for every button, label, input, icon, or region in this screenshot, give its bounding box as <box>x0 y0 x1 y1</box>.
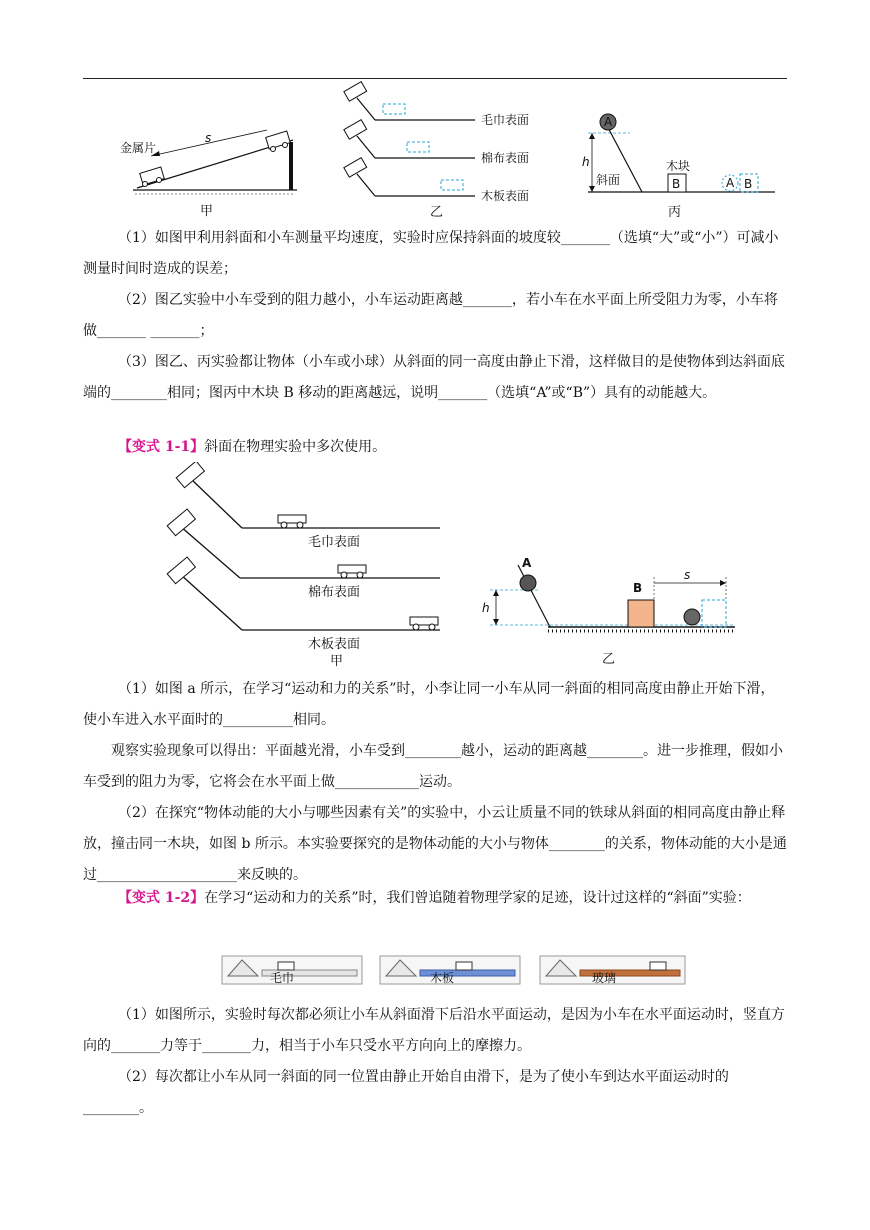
q1-part3: （3）图乙、丙实验都让物体（小车或小球）从斜面的同一高度由静止下滑，这样做目的是使物体到达斜面底端的________相同；图丙中木块 B 移动的距离越远，说明_______（选填“A”或“B”）具有的动能越大。 <box>83 354 785 401</box>
label-v11-B: B <box>633 581 643 595</box>
caption-yi: 乙 <box>430 205 444 220</box>
v12-panel-board <box>380 956 520 985</box>
label-cotton-surface: 棉布表面 <box>481 151 530 165</box>
v12-part1: （1）如图所示，实验时每次都必须让小车从斜面滑下后沿水平面运动，是因为小车在水平面运动时，竖直方向的_______力等于_______力，相当于小车只受水平方向向上的摩擦力。 <box>83 1007 785 1054</box>
label-v11-A: A <box>522 556 532 570</box>
variant-1-2-text: 在学习“运动和力的关系”时，我们曾追随着物理学家的足迹，设计过这样的“斜面”实验： <box>204 890 751 906</box>
figure-v11-yi-ball <box>470 555 745 670</box>
label-wood-block: 木块 <box>666 159 691 173</box>
figure-yi-surfaces <box>335 80 550 220</box>
figure-v11-jia-surfaces <box>160 462 445 670</box>
label-v11-towel: 毛巾表面 <box>308 535 361 550</box>
header-rule <box>83 78 787 79</box>
label-v11-cotton: 棉布表面 <box>308 585 361 600</box>
variant-1-1-text: 斜面在物理实验中多次使用。 <box>204 439 387 455</box>
label-v11-h: h <box>482 601 490 615</box>
surface-row-towel <box>344 82 529 127</box>
label-slope: 斜面 <box>596 173 621 187</box>
caption-v11-jia: 甲 <box>330 654 344 669</box>
v12-part2: （2）每次都让小车从同一斜面的同一位置由静止开始自由滑下，是为了使小车到达水平面运动时的________。 <box>83 1069 729 1116</box>
figure-jia-incline <box>115 120 320 220</box>
label-ball-A2: A <box>726 176 735 190</box>
caption-jia: 甲 <box>200 204 214 219</box>
label-wood-surface: 木板表面 <box>481 189 530 203</box>
label-ball-A: A <box>604 115 613 129</box>
label-v11-wood: 木板表面 <box>308 637 361 652</box>
label-block-B2: B <box>744 177 753 191</box>
label-v11-s: s <box>684 568 691 582</box>
v12-panel-towel <box>222 956 362 985</box>
variant-1-2-intro <box>83 883 787 914</box>
variant-1-1-intro <box>83 432 787 463</box>
q1-part1: （1）如图甲利用斜面和小车测量平均速度，实验时应保持斜面的坡度较_______（选填“大”或“小”）可减小测量时间时造成的误差； <box>83 230 779 277</box>
figure-bing-ball <box>570 108 785 220</box>
label-towel-surface: 毛巾表面 <box>481 113 530 127</box>
label-s: s <box>205 131 212 145</box>
v12-label-glass: 玻璃 <box>592 971 617 985</box>
q1-part2: （2）图乙实验中小车受到的阻力越小，小车运动距离越_______，若小车在水平面上所受阻力为零，小车将做_______ _______； <box>83 292 778 339</box>
v11-part2: （2）在探究“物体动能的大小与哪些因素有关”的实验中，小云让质量不同的铁球从斜面的相同高度由静止释放，撞击同一木块，如图 b 所示。本实验要探究的是物体动能的大小与物体________的关系，物体动能的大小是通过____________________来反映的。 <box>83 805 787 883</box>
figure-v12-surfaces <box>220 946 690 990</box>
caption-v11-yi: 乙 <box>602 652 616 667</box>
label-block-B: B <box>672 177 681 191</box>
variant-1-1-tag: 【变式 1-1】 <box>118 439 205 455</box>
v11-part1-cont: 观察实验现象可以得出：平面越光滑，小车受到________越小，运动的距离越________。进一步推理，假如小车受到的阻力为零，它将会在水平面上做____________运动。 <box>83 743 783 790</box>
v12-panel-glass <box>540 956 685 985</box>
label-metal: 金属片 <box>120 141 157 155</box>
v12-label-towel: 毛巾 <box>270 971 295 985</box>
variant-1-2-tag: 【变式 1-2】 <box>118 890 205 906</box>
v12-label-board: 木板 <box>430 971 455 985</box>
v11-part1: （1）如图 a 所示，在学习“运动和力的关系”时，小李让同一小车从同一斜面的相同高度由静止开始下滑，使小车进入水平面时的__________相同。 <box>83 681 775 728</box>
caption-bing: 丙 <box>668 205 682 220</box>
label-h: h <box>582 155 590 169</box>
